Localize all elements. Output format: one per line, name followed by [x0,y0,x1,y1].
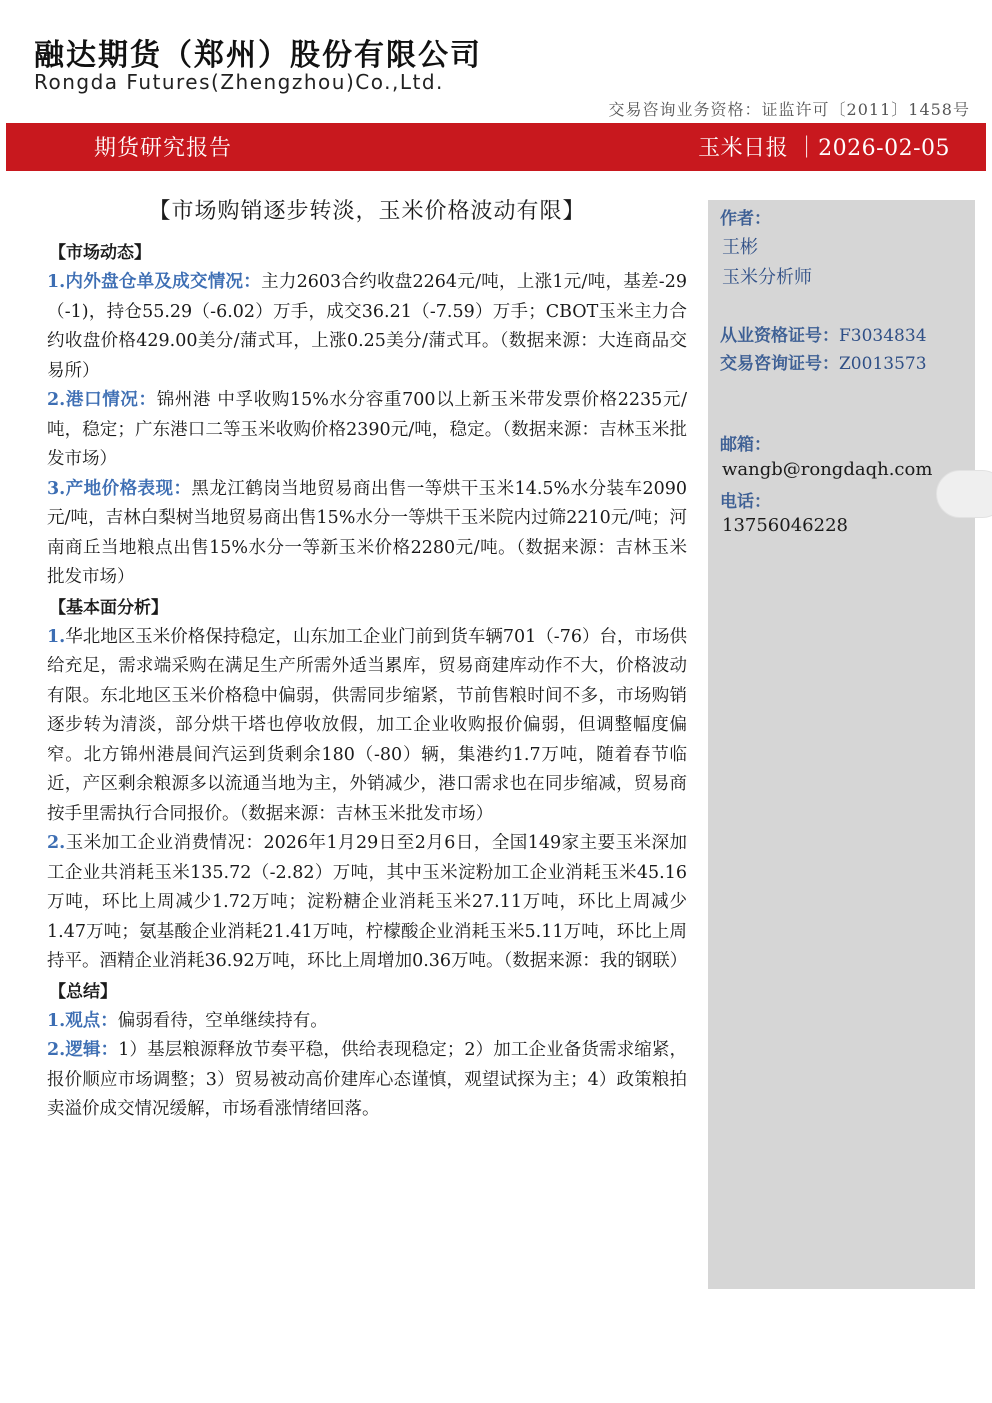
report-title: 【市场购销逐步转淡，玉米价格波动有限】 [148,199,586,224]
certificate-number [720,321,927,346]
consult-number [720,349,927,374]
author-label: 作者： [720,209,771,229]
section-summary [47,977,687,1125]
section-fundamentals [47,593,687,977]
market-item-2 [47,386,687,475]
item-label: 1.内外盘仓单及成交情况： [47,272,262,292]
market-item-1 [47,268,687,386]
section-heading: 【总结】 [49,981,117,1002]
author-name: 王彬 [722,237,758,258]
item-text: 玉米加工企业消费情况：2026年1月29日至2月6日，全国149家主要玉米深加工企业共消耗玉米135.72（-2.82）万吨，其中玉米淀粉加工企业消耗玉米45.16万吨，环比上周减少1.72万吨；淀粉糖企业消耗玉米27.11万吨，环比上周减少1.47万吨；氨基酸企业消耗21.41万吨，柠檬酸企业消耗玉米5.11万吨，环比上周持平。酒精企业消耗36.92万吨，环比上周增加0.36万吨。（数据来源：我的钢联） [47,833,688,971]
section-heading: 【基本面分析】 [49,597,168,618]
item-text: 主力2603合约收盘2264元/吨，上涨1元/吨，基差-29（-1)，持仓55.29（-6.02）万手，成交36.21（-7.59）万手；CBOT玉米主力合约收盘价格429.00美分/蒲式耳，上涨0.25美分/蒲式耳。（数据来源：大连商品交易所） [47,272,687,381]
item-text: 黑龙江鹤岗当地贸易商出售一等烘干玉米14.5%水分装车2090元/吨，吉林白梨树当地贸易商出售15%水分一等烘干玉米院内过筛2210元/吨；河南商丘当地粮点出售15%水分一等新玉米价格2280元/吨。（数据来源：吉林玉米批发市场） [47,478,687,587]
phone-label: 电话： [720,492,771,512]
email-value[interactable]: wangb@rongdaqh.com [722,459,933,480]
cert-label: 从业资格证号： [720,326,839,346]
license-number: 交易咨询业务资格：证监许可〔2011〕1458号 [608,100,970,119]
section-heading: 【市场动态】 [49,243,151,263]
item-label: 3.产地价格表现： [47,478,192,499]
summary-item-2 [47,1036,687,1125]
item-text: 锦州港 中孚收购15%水分容重700以上新玉米带发票价格2235元/吨，稳定；广东港口二等玉米收购价格2390元/吨，稳定。（数据来源：吉林玉米批发市场） [47,390,687,469]
item-text: 1）基层粮源释放节奏平稳，供给表现稳定；2）加工企业备货需求缩紧，报价顺应市场调整；3）贸易被动高价建库心态谨慎，观望试探为主；4）政策粮拍卖溢价成交情况缓解，市场看涨情绪回落。 [47,1040,687,1119]
fundamental-item-2 [47,829,687,977]
cert-value: F3034834 [839,326,927,346]
fundamental-item-1 [47,623,687,830]
item-label: 2. [47,833,66,853]
banner-report-date: 玉米日报 ｜2026-02-05 [698,136,950,161]
item-text: 偏弱看待，空单继续持有。 [117,1010,328,1031]
email-label: 邮箱： [720,435,771,455]
banner-report-type: 期货研究报告 [94,136,233,161]
report-body [47,196,687,1125]
item-label: 2.港口情况： [47,390,157,410]
company-name-en: Rongda Futures(Zhengzhou)Co.,Ltd. [34,70,444,94]
author-sidebar [708,200,975,1289]
phone-value: 13756046228 [722,515,848,536]
item-label: 2.逻辑： [47,1040,119,1060]
summary-item-1 [47,1007,687,1037]
consult-value: Z0013573 [839,354,927,374]
consult-label: 交易咨询证号： [720,354,839,374]
title-banner [6,123,986,171]
section-market [47,238,687,593]
item-text: 华北地区玉米价格保持稳定，山东加工企业门前到货车辆701（-76）台，市场供给充足，需求端采购在满足生产所需外适当累库，贸易商建库动作不大，价格波动有限。东北地区玉米价格稳中偏弱，供需同步缩紧，节前售粮时间不多，市场购销逐步转为清淡，部分烘干塔也停收放假，加工企业收购报价偏弱，但调整幅度偏窄。北方锦州港晨间汽运到货剩余180（-80）辆，集港约1.7万吨，随着春节临近，产区剩余粮源多以流通当地为主，外销减少，港口需求也在同步缩减，贸易商按手里需执行合同报价。（数据来源：吉林玉米批发市场） [47,626,687,824]
side-scroll-tab[interactable] [936,470,992,518]
item-label: 1. [47,626,66,647]
company-name-cn: 融达期货（郑州）股份有限公司 [34,38,482,73]
item-label: 1.观点： [47,1010,118,1031]
author-role: 玉米分析师 [722,267,812,288]
market-item-3 [47,475,687,593]
